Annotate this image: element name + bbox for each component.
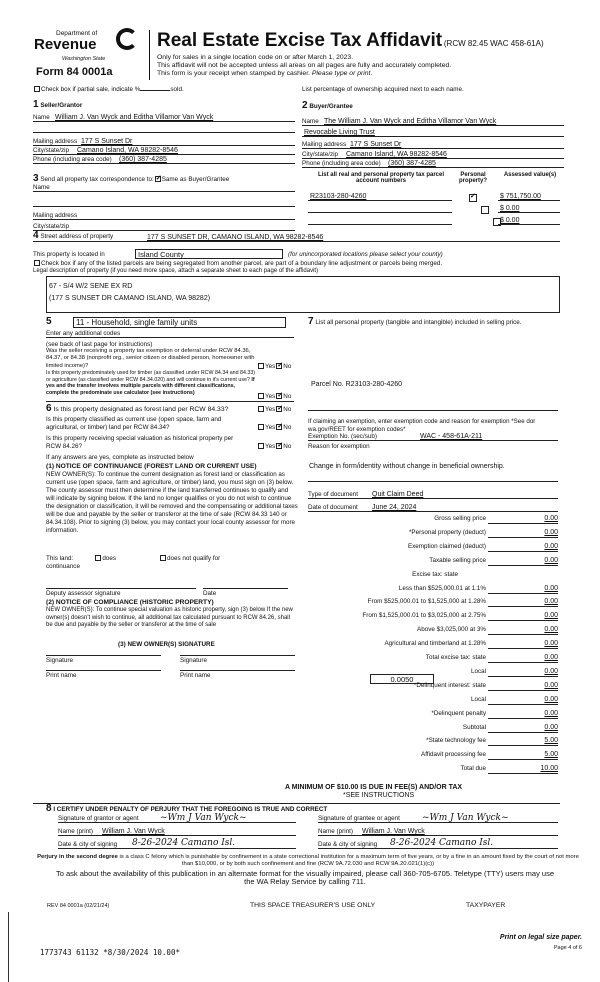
grantor-name-field[interactable]: Name (print) William J. Van Wyck bbox=[58, 827, 296, 836]
tax-row-label: *Personal property (deduct) bbox=[408, 528, 486, 536]
scan-margin-line bbox=[8, 912, 9, 982]
tax-subheading: Excise tax: state bbox=[412, 570, 458, 578]
q2-yes-no: Yes✓ No bbox=[257, 393, 291, 400]
subtitle-3: This form is your receipt when stamped by cashier. Please type or print. bbox=[157, 70, 373, 77]
if-any-note: If any answers are yes, complete as instructed below bbox=[46, 454, 194, 461]
corr-mail-field[interactable]: Mailing address bbox=[33, 211, 295, 220]
document-type-field[interactable]: Type of document Quit Claim Deed bbox=[308, 490, 558, 499]
header-divider bbox=[149, 30, 150, 80]
tax-row-value[interactable]: 0.00 bbox=[488, 529, 558, 538]
revision-label: REV 84 0001a (02/21/24) bbox=[47, 903, 110, 909]
notice-continuance-title: (1) NOTICE OF CONTINUANCE (FOREST LAND OR CURRENT USE) bbox=[46, 463, 257, 470]
partial-sale: Check box if partial sale, indicate % sold. bbox=[33, 86, 184, 93]
tax-row-value[interactable]: 0.00 bbox=[488, 682, 558, 691]
grantor-signature-field[interactable]: Signature of grantor or agent ~Wm J Van Wyck~ bbox=[58, 814, 296, 823]
tax-row bbox=[300, 626, 558, 636]
grantee-date-field[interactable]: Date & city of signing 8-26-2024 Camano Isl. bbox=[318, 840, 558, 849]
seller-heading: 1 Seller/Grantor bbox=[33, 99, 83, 110]
certify-heading: 8 I CERTIFY UNDER PENALTY OF PERJURY THAT THE FOREGOING IS TRUE AND CORRECT bbox=[46, 803, 328, 814]
owner-signature-1[interactable]: Signature bbox=[46, 655, 161, 656]
tax-row-label: Local bbox=[470, 667, 486, 675]
tax-row-value[interactable]: 0.00 bbox=[488, 543, 558, 552]
corr-name-field[interactable]: Name bbox=[33, 183, 295, 192]
q5-no-checkbox[interactable] bbox=[276, 443, 282, 449]
tax-row-label: Subtotal bbox=[462, 723, 486, 731]
reason-value[interactable]: Change in form/identity without change in beneficial ownership. bbox=[309, 463, 505, 470]
page-title: Real Estate Excise Tax Affidavit (RCW 82.45 WAC 458-61A) bbox=[157, 30, 544, 51]
deputy-signature-line[interactable]: Deputy assessor signature bbox=[46, 588, 196, 589]
tax-row-value[interactable]: 0.00 bbox=[488, 557, 558, 566]
section-5-number: 5 bbox=[46, 316, 52, 327]
assessed-value-field[interactable]: $ 0.00 bbox=[498, 216, 560, 225]
tax-row-value[interactable]: 0.00 bbox=[488, 626, 558, 635]
parcel-header-value: Assessed value(s) bbox=[503, 172, 557, 178]
seller-name-field[interactable]: Name William J. Van Wyck and Editha Villamor Van Wyck bbox=[33, 113, 295, 122]
assessed-value-field[interactable]: $ 0.00 bbox=[498, 204, 560, 213]
additional-codes-field[interactable]: Enter any additional codes bbox=[46, 329, 294, 338]
taxpayer-label: TAXYPAYER bbox=[466, 902, 506, 909]
parcel-header-personal: Personal property? bbox=[458, 172, 487, 184]
see-instructions: *SEE INSTRUCTIONS bbox=[343, 792, 415, 799]
q1-yes-checkbox[interactable] bbox=[258, 363, 264, 369]
tax-row-value[interactable]: 5.00 bbox=[488, 737, 558, 746]
land-use-code-select[interactable]: 11 - Household, single family units bbox=[73, 317, 286, 328]
tax-row-label: From $525,000.01 to $1,525,000 at 1.28% bbox=[367, 598, 486, 606]
tax-row-label: Total excise tax: state bbox=[425, 654, 486, 661]
logo-revenue: Revenue bbox=[34, 36, 97, 53]
notice-compliance-title: (2) NOTICE OF COMPLIANCE (HISTORIC PROPERTY) bbox=[46, 599, 214, 606]
tax-row bbox=[300, 751, 558, 761]
buyer-phone-field[interactable]: Phone (including area code) (360) 387-4285 bbox=[302, 159, 564, 168]
reason-label: Reason for exemption bbox=[308, 443, 370, 450]
q1-yes-no: Yes✓ No bbox=[257, 363, 291, 370]
grantor-signature-icon: ~Wm J Van Wyck~ bbox=[160, 813, 247, 823]
tax-row bbox=[300, 654, 558, 664]
historical-question: Is this property receiving special valuation as historical property per RCW 84.26? bbox=[46, 435, 234, 450]
tax-row-label: Local bbox=[470, 695, 486, 703]
partial-sale-checkbox[interactable] bbox=[34, 86, 40, 92]
tax-row bbox=[300, 543, 558, 553]
tax-row bbox=[300, 724, 558, 734]
buyer-mail-field[interactable]: Mailing address 177 S Sunset Dr bbox=[302, 140, 564, 149]
tax-row-value[interactable]: 0.00 bbox=[488, 585, 558, 594]
segregation-row: Check box if any of the listed parcels are being segregated from another parcel, are part of a boundary line adjustment or parcels being merged. bbox=[33, 260, 442, 267]
personal-property-line bbox=[308, 410, 558, 411]
grantor-date-field[interactable]: Date & city of signing 8-26-2024 Camano Isl. bbox=[58, 840, 296, 849]
new-owner-signature-title: (3) NEW OWNER(S) SIGNATURE bbox=[118, 641, 215, 648]
tax-row-value[interactable]: 0.00 bbox=[488, 654, 558, 663]
divider-5-6 bbox=[46, 401, 294, 402]
tax-row-value[interactable]: 0.00 bbox=[488, 612, 558, 621]
parcel-number-field[interactable]: R23103-280-4260 bbox=[308, 192, 452, 201]
notice-continuance-body: NEW OWNER(S): To continue the current designation as forest land or classification as current use (open space, farm and agriculture, or timber) land, you must sign on (3) below. The county assessor must then determine if the land transferred continues to qualify and will indicate by signing below. If the land no longer qualifies or you do not wish to continue the designation or classification, it will be removed and the compensating or additional taxes will be due and payable by the seller or transferor at the time of sale (RCW 84.33 140 or 84.34.108). Prior to signing (3) below, you may contact your local county assessor for more information. bbox=[46, 471, 298, 534]
tax-row bbox=[300, 515, 558, 525]
deputy-date-line[interactable]: Date bbox=[203, 588, 288, 589]
tax-row-value[interactable]: 0.00 bbox=[488, 710, 558, 719]
tax-row bbox=[300, 640, 558, 650]
does-not-checkbox[interactable] bbox=[160, 555, 166, 561]
tax-row bbox=[300, 557, 558, 567]
owner-print-name-1[interactable]: Print name bbox=[46, 670, 161, 671]
tax-row bbox=[300, 696, 558, 706]
q3-yes-no: Yes✓ No bbox=[257, 406, 291, 413]
owner-signature-2[interactable]: Signature bbox=[180, 655, 295, 656]
corr-name-line2[interactable] bbox=[33, 198, 295, 207]
q2-no-checkbox[interactable] bbox=[276, 393, 282, 399]
q3-yes-checkbox[interactable] bbox=[258, 406, 264, 412]
exemption-label: If claiming an exemption, enter exemption code and reason for exemption *See dor wa.gov/REET for exemption codes* bbox=[308, 418, 536, 433]
alternate-format-note: To ask about the availability of this publication in an alternate format for the visually impaired, please call 360-705-6705. Teletype (TTY) users may use the WA Relay Service by calling 711. bbox=[55, 869, 555, 886]
local-rate-field[interactable]: 0.0050 bbox=[370, 674, 434, 684]
tax-row-label: *Delinquent penalty bbox=[431, 709, 486, 717]
street-address-field[interactable]: 4 Street address of property 177 S SUNSET DR, CAMANO ISLAND, WA 98282-8546 bbox=[33, 233, 560, 242]
minimum-due-note: A MINIMUM OF $10.00 IS DUE IN FEE(S) AND/OR TAX bbox=[285, 784, 463, 791]
current-use-question: Is this property classified as current use (open space, farm and agricultural, or timber) land per RCW 84.34? bbox=[46, 416, 222, 431]
tax-row-value[interactable]: 0.00 bbox=[488, 724, 558, 733]
buyer-name-line2[interactable]: Revocable Living Trust bbox=[302, 128, 564, 137]
see-back-note: (see back of last page for instructions) bbox=[46, 341, 153, 348]
buyer-heading: 2 Buyer/Grantee bbox=[302, 100, 353, 111]
located-label: This property is located in bbox=[33, 251, 105, 258]
reason-line bbox=[308, 481, 558, 482]
assessed-value-field[interactable]: $ 751,750.00 bbox=[498, 192, 560, 201]
owner-print-name-2[interactable]: Print name bbox=[180, 670, 295, 671]
tax-row-value[interactable]: 0.00 bbox=[488, 640, 558, 649]
tax-row-label: Taxable selling price bbox=[429, 556, 486, 564]
tax-row-label: From $1,525,000.01 to $3,025,000 at 2.75% bbox=[362, 612, 486, 620]
personal-property-checkbox[interactable] bbox=[481, 206, 489, 214]
segregation-checkbox[interactable] bbox=[34, 260, 40, 266]
correspondence-heading: 3 Send all property tax correspondence to:✓ Same as Buyer/Grantee bbox=[33, 173, 229, 184]
tax-row-value[interactable]: 10.00 bbox=[488, 765, 558, 774]
forest-question: 6 Is this property designated as forest land per RCW 84.33? bbox=[46, 403, 229, 414]
tax-row bbox=[300, 737, 558, 747]
parcel-number-field[interactable] bbox=[308, 204, 452, 213]
tax-row bbox=[300, 598, 558, 608]
same-as-buyer-checkbox[interactable] bbox=[155, 176, 161, 182]
buyer-name-field[interactable]: Name The William J. Van Wyck and Editha Villamor Van Wyck bbox=[302, 117, 564, 126]
seller-mail-field[interactable]: Mailing address 177 S Sunset Dr bbox=[33, 137, 295, 146]
tax-row bbox=[300, 612, 558, 622]
personal-property-value[interactable]: Parcel No. R23103-280-4260 bbox=[311, 381, 403, 388]
perjury-note: Perjury in the second degree is a class C felony which is punishable by confinement in a state correctional institution for a maximum term of five years, or by a fine in an amount fixed by the court of not more than $10,000, or by both such confinement and fine (RCW 9A.72.030 and RCW 9A.20.021(1)(c)) bbox=[37, 854, 579, 867]
treasurer-use-label: THIS SPACE TREASURER'S USE ONLY bbox=[250, 902, 376, 909]
legal-paper-note: Print on legal size paper. bbox=[499, 934, 582, 941]
personal-property-checkbox[interactable] bbox=[469, 194, 477, 202]
tax-row-label: Less than $525,000.01 at 1.1% bbox=[398, 584, 486, 592]
this-land-row: This land: does does not qualify for bbox=[46, 555, 221, 562]
q2-yes-checkbox[interactable] bbox=[258, 393, 264, 399]
timber-question: Is this property predominately used for timber (as classified under RCW 84.34 and 84.33) or agriculture (as classified under RCW 84.34.020) and will continue in it's current use? If yes and the transfer involves multiple parcels with different classifications, complete the predominate use calculator (see instructions) bbox=[46, 370, 256, 396]
logo-mark-icon bbox=[116, 28, 138, 50]
grantee-signature-icon: ~Wm J Van Wyck~ bbox=[422, 813, 509, 823]
tax-row-label: Exemption claimed (deduct) bbox=[407, 542, 486, 550]
q4-yes-no: Yes✓ No bbox=[257, 424, 291, 431]
logo-state: Washington State bbox=[62, 56, 106, 62]
notice-compliance-body: NEW OWNER(S): To continue special valuation as historic property, sign (3) below If the new owner(s) doesn't wish to continue, all additional tax calculated pursuant to RCW 84.26, shall be due and payable by the seller or transferor at the time of sale bbox=[46, 607, 293, 628]
tax-row-value[interactable]: 0.00 bbox=[488, 515, 558, 524]
grantee-name-field[interactable]: Name (print) William J. Van Wyck bbox=[318, 827, 558, 836]
q4-yes-checkbox[interactable] bbox=[258, 424, 264, 430]
tax-row-label: *State technology fee bbox=[426, 737, 486, 745]
q3-no-checkbox[interactable] bbox=[276, 406, 282, 412]
ownership-note: List percentage of ownership acquired next to each name. bbox=[302, 86, 464, 93]
buyer-city-field[interactable]: City/state/zip Camano Island, WA 98282-8546 bbox=[302, 150, 564, 159]
parcel-number-field[interactable] bbox=[308, 216, 452, 225]
q1-no-checkbox[interactable] bbox=[276, 363, 282, 369]
legal-label: Legal description of property (if you need more space, attach a separate sheet to each page of the affidavit) bbox=[33, 268, 319, 274]
corr-city-field[interactable]: City/state/zip bbox=[33, 222, 295, 231]
tax-row-value[interactable]: 5.00 bbox=[488, 751, 558, 760]
subtitle-2: This affidavit will not be accepted unless all areas on all pages are fully and accurately completed. bbox=[157, 62, 452, 69]
exemption-question: Was the seller receiving a property tax exemption or deferral under RCW 84.36, 84.37, or 84.38 (nonprofit org., senior citizen or disabled person, homeowner with limited income)? bbox=[46, 348, 255, 369]
dor-logo bbox=[34, 28, 146, 84]
grantee-signature-field[interactable]: Signature of grantee or agent ~Wm J Van Wyck~ bbox=[318, 814, 558, 823]
q4-no-checkbox[interactable] bbox=[276, 424, 282, 430]
tax-row bbox=[300, 765, 558, 775]
seller-city-field[interactable]: City/state/zip Camano Island, WA 98282-8546 bbox=[33, 146, 295, 155]
personal-property-label: 7 List all personal property (tangible and intangible) included in selling price. bbox=[308, 316, 522, 327]
tax-row-label: Agricultural and timberland at 1.28% bbox=[384, 640, 486, 648]
page-number: Page 4 of 6 bbox=[553, 945, 582, 951]
document-date-field[interactable]: Date of document June 24, 2024 bbox=[308, 503, 558, 512]
tax-row bbox=[300, 710, 558, 720]
subtitle-1: Only for sales in a single location code on or after March 1, 2023. bbox=[157, 54, 354, 61]
tax-row-value[interactable]: 0.00 bbox=[488, 598, 558, 607]
q5-yes-checkbox[interactable] bbox=[258, 443, 264, 449]
continuance-label: continuance bbox=[46, 563, 80, 570]
seller-phone-field[interactable]: Phone (including area code) (360) 387-4285 bbox=[33, 155, 295, 164]
does-checkbox[interactable] bbox=[95, 555, 101, 561]
tax-row-label: Gross selling price bbox=[434, 515, 486, 522]
exemption-number-field[interactable]: Exemption No. (sec/sub) WAC - 458-61A-211 bbox=[308, 432, 558, 441]
tax-row-label: Above $3,025,000 at 3% bbox=[417, 626, 486, 634]
tax-row-value[interactable]: 0.00 bbox=[488, 696, 558, 705]
tax-row-label: Affidavit processing fee bbox=[421, 751, 486, 759]
legal-description-field[interactable]: 67 - S/4 W/2 SENE EX RD (177 S SUNSET DR CAMANO ISLAND, WA 98282) bbox=[46, 276, 560, 313]
tax-row-value[interactable]: 0.00 bbox=[488, 668, 558, 677]
county-note: (for unincorporated locations please select your county) bbox=[288, 251, 443, 258]
seller-name-line2[interactable] bbox=[33, 124, 295, 133]
tax-row bbox=[300, 529, 558, 539]
form-number: Form 84 0001a bbox=[36, 66, 113, 78]
county-select[interactable]: Island County bbox=[135, 249, 283, 259]
parcel-header-numbers: List all real and personal property tax parcel account numbers bbox=[317, 172, 445, 184]
logo-dept: Department of bbox=[56, 30, 98, 37]
q5-yes-no: Yes✓ No bbox=[257, 443, 291, 450]
tax-row-label: *Delinquent interest: state bbox=[413, 681, 486, 689]
tax-row bbox=[300, 585, 558, 595]
tax-row-label: Total due bbox=[460, 765, 486, 773]
cashier-stamp: 1773743 61132 *8/30/2024 10.00* bbox=[40, 948, 180, 957]
